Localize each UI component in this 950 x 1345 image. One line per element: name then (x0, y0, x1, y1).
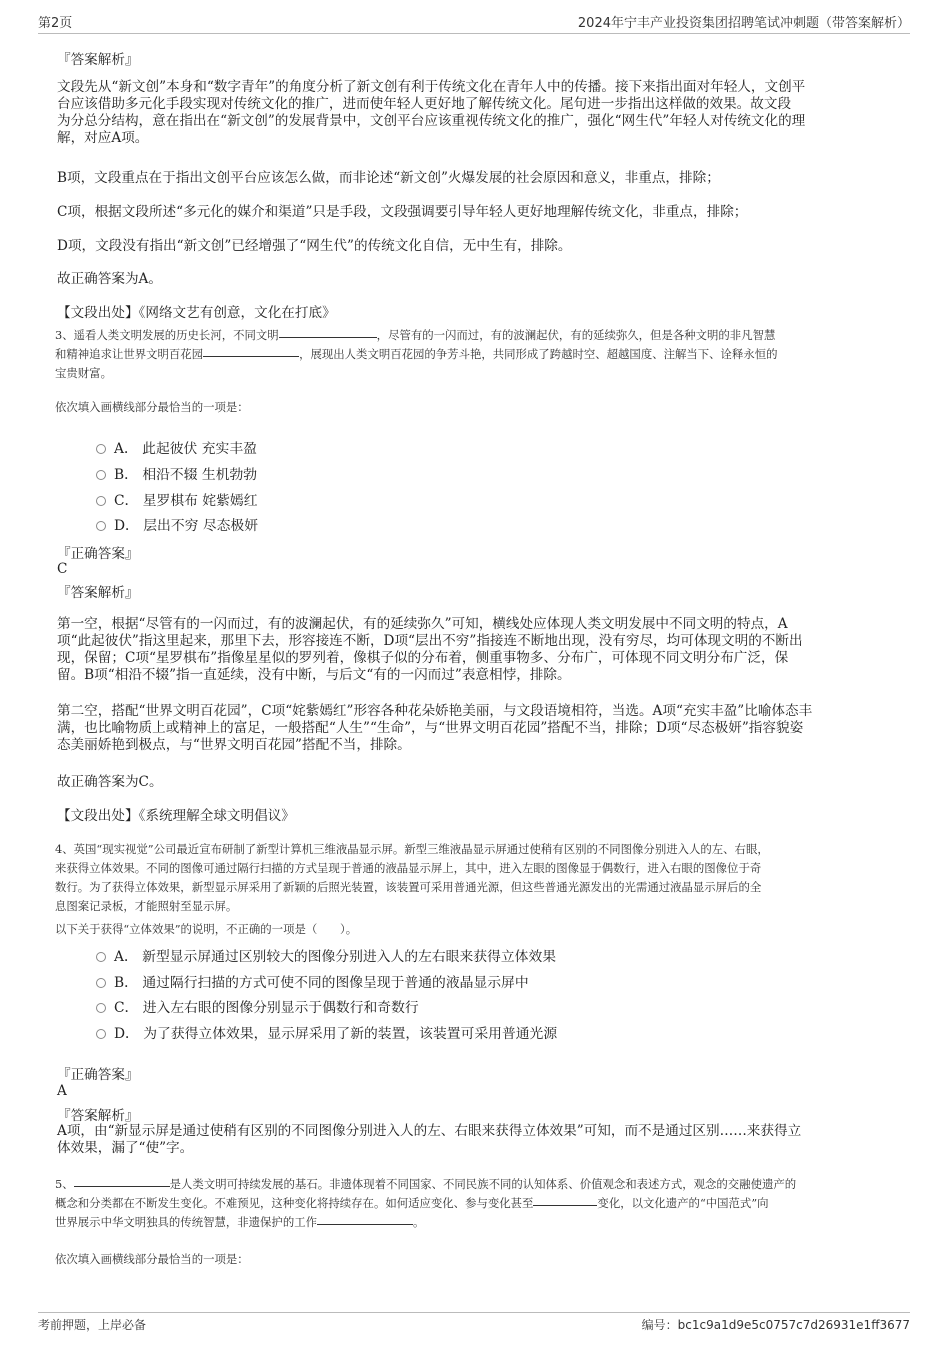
q4-option-b[interactable]: B． 通过隔行扫描的方式可使不同的图像呈现于普通的液晶显示屏中 (96, 971, 529, 991)
fill-blank (203, 356, 299, 357)
analysis-label: 『答案解析』 (57, 1108, 139, 1124)
text-line: 台应该借助多元化手段实现对传统文化的推广，进而使年轻人更好地了解传统文化。尾句进一步指出这样做的效果。故文段 (57, 96, 792, 112)
correct-answer-label: 『正确答案』 (57, 546, 139, 562)
q3-option-b[interactable]: B． 相沿不辍 生机勃勃 (96, 463, 257, 483)
radio-button-icon[interactable] (96, 444, 106, 454)
q3-analysis-blank2: 第二空，搭配“世界文明百花园”，C项“姹紫嫣红”形容各种花朵娇艳美丽，与文段语境相符，当选。A项“充实丰盈”比喻体态丰 满，也比喻物质上或精神上的富足，一般搭配“人生”“生命”，与“世界文明百花园”搭配不当，排除；D项“尽态极妍”指容貌姿 态美丽娇艳到极点，与“世界文明百花园”搭配不当，排除。 (57, 703, 813, 753)
q3-stem: 3、遥看人类文明发展的历史长河，不同文明 ，尽管有的一闪而过，有的波澜起伏，有的延续弥久，但是各种文明的非凡智慧 和精神追求让世界文明百花园 ，展现出人类文明百花园的争芳斗艳，共同形成了跨越时空、超越国度、注解当下、诠释永恒的 宝贵财富。 (55, 328, 778, 380)
text-line: 解，对应A项。 (57, 130, 149, 146)
radio-button-icon[interactable] (96, 978, 106, 988)
page-footer (38, 1312, 910, 1334)
q3-prompt: 依次填入画横线部分最恰当的一项是： (55, 400, 249, 414)
q3-analysis-blank1: 第一空，根据“尽管有的一闪而过，有的波澜起伏，有的延续弥久”可知，横线处应体现人类文明发展中不同文明的特点，A 项“此起彼伏”指这里起来，那里下去，形容接连不断，D项“层出不穷”指接连不断地出现，没有穷尽，均可体现文明的不断出 现，保留；C项“星罗棋布”指像星星似的罗列着，像棋子似的分布着，侧重事物多、分布广，可体现不同文明分布广泛，保 留。B项“相沿不辍”指一直延续，没有中断，与后文“有的一闪而过”表意相悖，排除。 (57, 616, 803, 683)
footer-slogan: 考前押题，上岸必备 (38, 1318, 147, 1332)
fill-blank (533, 1205, 597, 1206)
q4-option-a[interactable]: A． 新型显示屏通过区别较大的图像分别进入人的左右眼来获得立体效果 (96, 945, 556, 965)
page-number: 第2页 (38, 16, 73, 31)
correct-answer-label: 『正确答案』 (57, 1067, 139, 1083)
q3-conclusion: 故正确答案为C。 (57, 774, 163, 790)
radio-button-icon[interactable] (96, 496, 106, 506)
q2-option-c-analysis: C项，根据文段所述“多元化的媒介和渠道”只是手段，文段强调要引导年轻人更好地理解传统文化，非重点，排除； (57, 204, 748, 220)
q4-prompt: 以下关于获得“立体效果”的说明，不正确的一项是（ ）。 (55, 922, 358, 936)
document-id: 编号：bc1c9a1d9e5c0757c7d26931e1ff3677 (641, 1318, 910, 1332)
q3-option-c[interactable]: C． 星罗棋布 姹紫嫣红 (96, 489, 258, 509)
text-line: 文段先从“新文创”本身和“数字青年”的角度分析了新文创有利于传统文化在青年人中的传播。接下来指出面对年轻人，文创平 (57, 79, 806, 95)
document-title: 2024年宁丰产业投资集团招聘笔试冲刺题（带答案解析） (577, 16, 910, 31)
q4-stem: 4、英国“现实视觉”公司最近宣布研制了新型计算机三维液晶显示屏。新型三维液晶显示屏通过使稍有区别的不同图像分别进入人的左、右眼， 来获得立体效果。不同的图像可通过隔行扫描的方式呈现于普通的液晶显示屏上，其中，进入左眼的图像显于偶数行，进入右眼的图像位于奇 数行。为了获得立体效果，新型显示屏采用了新颖的后照光装置，该装置可采用普通光源，但这些普通光源发出的光需通过液晶显示屏后的全 息图案记录板，才能照射至显示屏。 (55, 842, 769, 913)
page-header (38, 8, 910, 34)
text-line: 为分总分结构，意在指出在“新文创”的发展背景中，文创平台应该重视传统文化的推广，强化“网生代”年轻人对传统文化的理 (57, 113, 806, 129)
q3-answer: C (57, 561, 68, 577)
q2-option-d-analysis: D项，文段没有指出“新文创”已经增强了“网生代”的传统文化自信，无中生有，排除。 (57, 238, 572, 254)
q2-conclusion: 故正确答案为A。 (57, 271, 162, 287)
q3-option-a[interactable]: A． 此起彼伏 充实丰盈 (96, 437, 257, 457)
analysis-label: 『答案解析』 (57, 585, 139, 601)
fill-blank (317, 1224, 413, 1225)
analysis-label: 『答案解析』 (57, 52, 139, 68)
radio-button-icon[interactable] (96, 521, 106, 531)
radio-button-icon[interactable] (96, 1003, 106, 1013)
q3-option-d[interactable]: D． 层出不穷 尽态极妍 (96, 514, 258, 534)
q2-source: 【文段出处】《网络文艺有创意，文化在打底》 (57, 305, 336, 321)
q4-analysis: A项，由“新显示屏是通过使稍有区别的不同图像分别进入人的左、右眼来获得立体效果”可知，而不是通过区别……来获得立 体效果，漏了“使”字。 (57, 1123, 802, 1156)
fill-blank (74, 1186, 170, 1187)
q4-option-d[interactable]: D． 为了获得立体效果，显示屏采用了新的装置，该装置可采用普通光源 (96, 1022, 557, 1042)
q2-analysis (57, 79, 897, 147)
q4-answer: A (57, 1083, 67, 1099)
q5-prompt: 依次填入画横线部分最恰当的一项是： (55, 1252, 249, 1266)
q3-source: 【文段出处】《系统理解全球文明倡议》 (57, 808, 295, 824)
radio-button-icon[interactable] (96, 1029, 106, 1039)
radio-button-icon[interactable] (96, 952, 106, 962)
q5-stem: 5、 是人类文明可持续发展的基石。非遗体现着不同国家、不同民族不同的认知体系、价值观念和表述方式，观念的交融使遗产的 概念和分类都在不断发生变化。不难预见，这种变化将持续存在。如何适应变化、参与变化甚至 变化，以文化遗产的“中国范式”向 世界展示中华文明独具的传统智慧，非遗保护的工作 。 (55, 1177, 797, 1229)
fill-blank (279, 337, 377, 338)
q2-option-b-analysis: B项，文段重点在于指出文创平台应该怎么做，而非论述“新文创”火爆发展的社会原因和意义，非重点，排除； (57, 170, 720, 186)
radio-button-icon[interactable] (96, 470, 106, 480)
q4-option-c[interactable]: C． 进入左右眼的图像分别显示于偶数行和奇数行 (96, 996, 419, 1016)
